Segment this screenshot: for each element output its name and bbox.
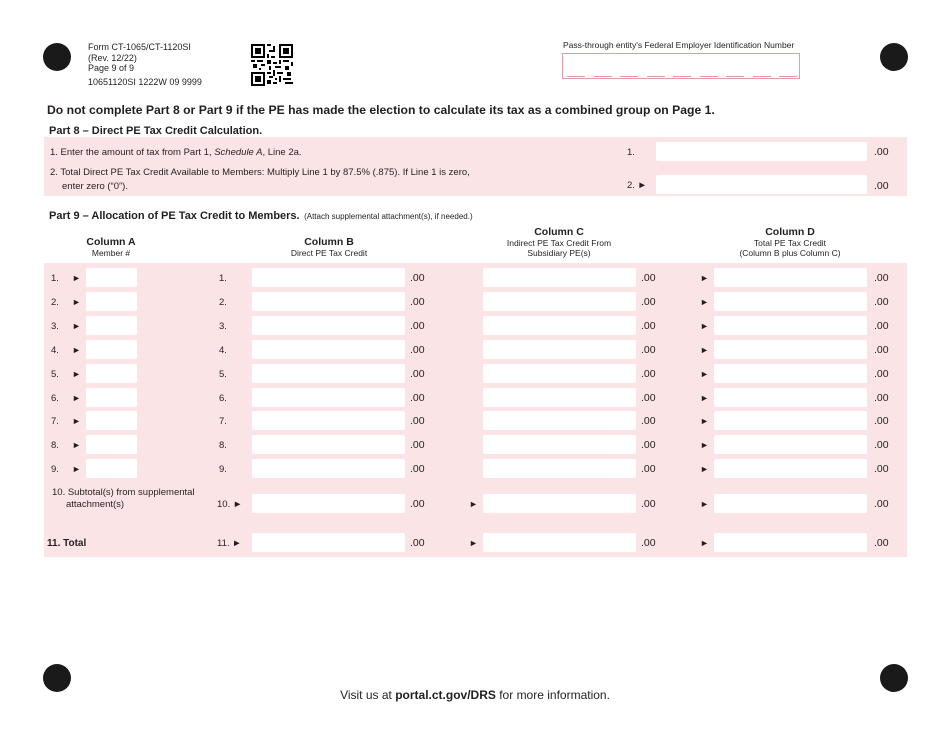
part9-title-text: Part 9 – Allocation of PE Tax Credit to Members. xyxy=(49,210,300,222)
column-c-field[interactable] xyxy=(483,435,636,454)
column-b-title: Column B xyxy=(304,236,354,248)
column-d-field[interactable] xyxy=(714,411,867,430)
column-d-title: Column D xyxy=(765,226,815,238)
row-arrow-a: ► xyxy=(72,440,81,450)
form-name: Form CT-1065/CT-1120SI xyxy=(88,42,191,52)
line11-column-c-arrow: ► xyxy=(469,538,478,548)
part8-line1-text-italic: Schedule A xyxy=(214,147,263,158)
column-b-field[interactable] xyxy=(252,411,405,430)
part8-line1-text-a: 1. Enter the amount of tax from Part 1, xyxy=(50,147,215,158)
column-c-field[interactable] xyxy=(483,364,636,383)
row-arrow-a: ► xyxy=(72,369,81,379)
row-number-b: 4. xyxy=(219,345,227,356)
column-b-field[interactable] xyxy=(252,268,405,287)
part9-title xyxy=(49,206,473,224)
column-d-field[interactable] xyxy=(714,316,867,335)
line10-column-b-field[interactable] xyxy=(252,494,405,513)
part8-line2-text-1: 2. Total Direct PE Tax Credit Available to Members: Multiply Line 1 by 87.5% (.875). If Line 1 is zero, xyxy=(50,167,470,178)
line11-column-c-cents: .00 xyxy=(641,537,656,549)
row-number-a: 8. xyxy=(51,440,59,451)
row-number-a: 6. xyxy=(51,393,59,404)
column-c-field[interactable] xyxy=(483,268,636,287)
line11-column-d-field[interactable] xyxy=(714,533,867,552)
column-b-field[interactable] xyxy=(252,364,405,383)
column-c-cents: .00 xyxy=(641,415,656,427)
row-arrow-a: ► xyxy=(72,393,81,403)
part8-line1-field[interactable] xyxy=(656,142,867,161)
part8-line1-text xyxy=(50,147,302,158)
member-number-field[interactable] xyxy=(86,364,137,383)
column-d-cents: .00 xyxy=(874,344,889,356)
row-number-b: 1. xyxy=(219,273,227,284)
row-number-a: 9. xyxy=(51,464,59,475)
column-b-cents: .00 xyxy=(410,344,425,356)
member-number-field[interactable] xyxy=(86,292,137,311)
column-d-field[interactable] xyxy=(714,388,867,407)
row-arrow-d: ► xyxy=(700,464,709,474)
row-number-a: 1. xyxy=(51,273,59,284)
row-number-a: 3. xyxy=(51,321,59,332)
footer-suffix: for more information. xyxy=(495,688,610,702)
column-b-field[interactable] xyxy=(252,316,405,335)
member-number-field[interactable] xyxy=(86,316,137,335)
row-arrow-a: ► xyxy=(72,464,81,474)
footer-prefix: Visit us at xyxy=(340,688,396,702)
column-c-subtitle-2: Subsidiary PE(s) xyxy=(527,248,591,258)
column-a-title: Column A xyxy=(86,236,136,248)
member-number-field[interactable] xyxy=(86,388,137,407)
column-d-field[interactable] xyxy=(714,364,867,383)
column-c-cents: .00 xyxy=(641,296,656,308)
line10-column-d-arrow: ► xyxy=(700,499,709,509)
column-c-header xyxy=(474,226,644,258)
column-b-field[interactable] xyxy=(252,435,405,454)
row-number-a: 4. xyxy=(51,345,59,356)
column-c-cents: .00 xyxy=(641,272,656,284)
registration-mark-top-right xyxy=(880,43,908,71)
part8-line1-cents: .00 xyxy=(874,146,889,158)
column-b-field[interactable] xyxy=(252,388,405,407)
row-number-a: 7. xyxy=(51,416,59,427)
column-d-cents: .00 xyxy=(874,296,889,308)
row-number-a: 2. xyxy=(51,297,59,308)
column-b-cents: .00 xyxy=(410,415,425,427)
column-d-cents: .00 xyxy=(874,463,889,475)
part8-line2-text xyxy=(50,166,470,194)
part9-title-note: (Attach supplemental attachment(s), if needed.) xyxy=(304,212,473,221)
row-number-a: 5. xyxy=(51,369,59,380)
footer xyxy=(0,688,950,702)
line11-column-d-arrow: ► xyxy=(700,538,709,548)
row-arrow-d: ► xyxy=(700,416,709,426)
column-d-field[interactable] xyxy=(714,292,867,311)
row-arrow-a: ► xyxy=(72,345,81,355)
form-revision: (Rev. 12/22) xyxy=(88,52,137,63)
line10-column-c-field[interactable] xyxy=(483,494,636,513)
line10-column-c-arrow: ► xyxy=(469,499,478,509)
part8-line2-cents: .00 xyxy=(874,180,889,192)
line11-column-b-cents: .00 xyxy=(410,537,425,549)
fein-digit-guide xyxy=(647,76,665,77)
column-c-field[interactable] xyxy=(483,316,636,335)
column-a-subtitle: Member # xyxy=(91,248,131,258)
column-c-cents: .00 xyxy=(641,463,656,475)
qr-code-icon xyxy=(251,44,293,86)
column-b-subtitle: Direct PE Tax Credit xyxy=(290,248,368,258)
column-c-cents: .00 xyxy=(641,344,656,356)
column-d-header xyxy=(705,226,875,258)
column-c-subtitle-1: Indirect PE Tax Credit From xyxy=(506,238,612,248)
column-d-field[interactable] xyxy=(714,435,867,454)
line10-column-c-cents: .00 xyxy=(641,498,656,510)
column-c-cents: .00 xyxy=(641,368,656,380)
row-arrow-a: ► xyxy=(72,321,81,331)
column-d-cents: .00 xyxy=(874,392,889,404)
column-d-subtitle-1: Total PE Tax Credit xyxy=(753,238,827,248)
line10-text xyxy=(52,487,195,511)
line10-text-2: attachment(s) xyxy=(66,499,125,510)
page-number: Page 9 of 9 xyxy=(88,63,135,73)
fein-label: Pass-through entity's Federal Employer Identification Number xyxy=(563,40,795,50)
line11-column-c-field[interactable] xyxy=(483,533,636,552)
member-number-field[interactable] xyxy=(86,268,137,287)
column-b-cents: .00 xyxy=(410,320,425,332)
row-number-b: 3. xyxy=(219,321,227,332)
row-arrow-d: ► xyxy=(700,321,709,331)
column-c-field[interactable] xyxy=(483,459,636,478)
fein-digit-guide xyxy=(779,76,797,77)
row-arrow-a: ► xyxy=(72,416,81,426)
row-arrow-d: ► xyxy=(700,273,709,283)
line10-text-1: 10. Subtotal(s) from supplemental xyxy=(52,487,195,498)
part8-line2-number: 2. ► xyxy=(627,180,647,191)
column-b-header xyxy=(254,236,404,258)
column-b-cents: .00 xyxy=(410,296,425,308)
column-d-field[interactable] xyxy=(714,340,867,359)
column-d-cents: .00 xyxy=(874,368,889,380)
part8-line1-text-b: , Line 2a. xyxy=(262,147,302,158)
column-d-field[interactable] xyxy=(714,268,867,287)
fein-digit-guide xyxy=(726,76,744,77)
line10-column-d-field[interactable] xyxy=(714,494,867,513)
row-number-b: 8. xyxy=(219,440,227,451)
form-header xyxy=(88,42,202,87)
fein-digit-guide xyxy=(567,76,585,77)
line10-column-d-cents: .00 xyxy=(874,498,889,510)
member-number-field[interactable] xyxy=(86,459,137,478)
column-c-cents: .00 xyxy=(641,439,656,451)
fein-digit-guide xyxy=(594,76,612,77)
column-c-cents: .00 xyxy=(641,320,656,332)
part8-title: Part 8 – Direct PE Tax Credit Calculation. xyxy=(49,125,263,137)
row-arrow-a: ► xyxy=(72,297,81,307)
column-c-field[interactable] xyxy=(483,411,636,430)
footer-link[interactable]: portal.ct.gov/DRS xyxy=(395,688,496,702)
member-number-field[interactable] xyxy=(86,435,137,454)
column-d-cents: .00 xyxy=(874,272,889,284)
member-number-field[interactable] xyxy=(86,411,137,430)
column-b-cents: .00 xyxy=(410,463,425,475)
member-number-field[interactable] xyxy=(86,340,137,359)
column-c-field[interactable] xyxy=(483,388,636,407)
row-arrow-d: ► xyxy=(700,393,709,403)
column-b-field[interactable] xyxy=(252,459,405,478)
fein-digit-guide xyxy=(753,76,771,77)
column-c-field[interactable] xyxy=(483,292,636,311)
row-number-b: 2. xyxy=(219,297,227,308)
column-c-title: Column C xyxy=(534,226,584,238)
fein-digit-guide xyxy=(673,76,691,77)
column-c-cents: .00 xyxy=(641,392,656,404)
line11-number: 11. ► xyxy=(217,538,242,549)
line10-number: 10. ► xyxy=(217,499,243,510)
column-d-cents: .00 xyxy=(874,320,889,332)
row-arrow-d: ► xyxy=(700,297,709,307)
column-d-cents: .00 xyxy=(874,415,889,427)
election-notice: Do not complete Part 8 or Part 9 if the PE has made the election to calculate its tax as a combined group on Page 1. xyxy=(47,103,715,117)
column-b-field[interactable] xyxy=(252,340,405,359)
registration-mark-top-left xyxy=(43,43,71,71)
part8-line2-text-2: enter zero (“0”). xyxy=(62,181,128,192)
column-d-cents: .00 xyxy=(874,439,889,451)
fein-digit-guide xyxy=(700,76,718,77)
column-d-field[interactable] xyxy=(714,459,867,478)
line11-column-b-field[interactable] xyxy=(252,533,405,552)
part8-line1-number: 1. xyxy=(627,147,635,158)
row-arrow-d: ► xyxy=(700,345,709,355)
column-a-header xyxy=(62,236,160,258)
column-b-cents: .00 xyxy=(410,392,425,404)
form-code: 10651120SI 1222W 09 9999 xyxy=(88,76,202,87)
row-number-b: 7. xyxy=(219,416,227,427)
column-c-field[interactable] xyxy=(483,340,636,359)
row-number-b: 9. xyxy=(219,464,227,475)
column-b-cents: .00 xyxy=(410,439,425,451)
column-b-cents: .00 xyxy=(410,272,425,284)
row-arrow-d: ► xyxy=(700,440,709,450)
line11-text: 11. Total xyxy=(47,538,87,549)
row-number-b: 6. xyxy=(219,393,227,404)
row-arrow-d: ► xyxy=(700,369,709,379)
row-arrow-a: ► xyxy=(72,273,81,283)
fein-digit-guide xyxy=(620,76,638,77)
line10-column-b-cents: .00 xyxy=(410,498,425,510)
part8-line2-field[interactable] xyxy=(656,175,867,194)
line11-column-d-cents: .00 xyxy=(874,537,889,549)
row-number-b: 5. xyxy=(219,369,227,380)
column-b-field[interactable] xyxy=(252,292,405,311)
column-b-cents: .00 xyxy=(410,368,425,380)
column-d-subtitle-2: (Column B plus Column C) xyxy=(739,248,841,258)
